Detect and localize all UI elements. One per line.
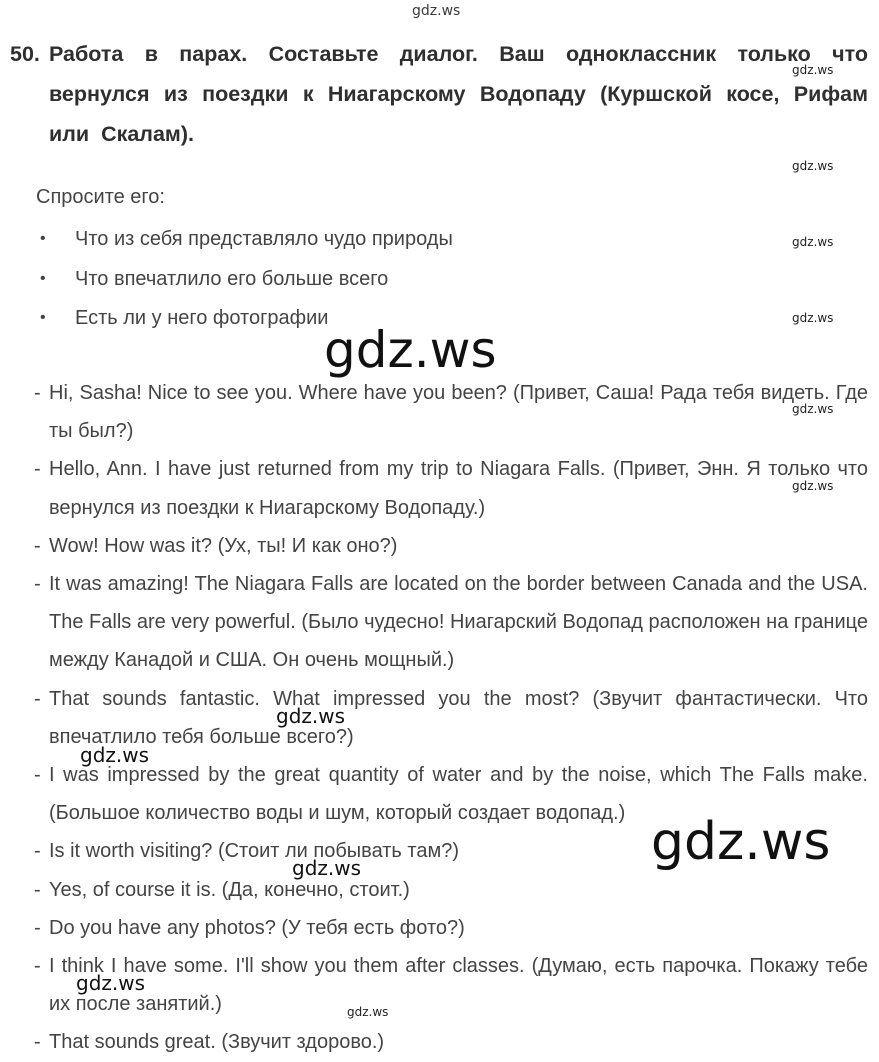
watermark-medium: gdz.ws <box>292 856 362 880</box>
task-statement <box>10 34 868 154</box>
watermark-top: gdz.ws <box>412 3 461 19</box>
task-number: 50. <box>10 42 40 66</box>
bullet-icon: • <box>40 230 46 247</box>
watermark-small: gdz.ws <box>792 63 834 77</box>
bullet-icon: • <box>40 309 46 326</box>
dialog-text: Is it worth visiting? (Стоит ли побывать там?) <box>49 840 459 863</box>
dialog-line <box>34 680 868 756</box>
dash: - <box>34 573 41 596</box>
list-item <box>40 222 453 262</box>
dialog-text: Yes, of course it is. (Да, конечно, стоит.) <box>49 878 410 901</box>
dash: - <box>34 1031 41 1054</box>
dash: - <box>34 916 41 939</box>
dash: - <box>34 687 41 710</box>
bullet-icon: • <box>40 269 46 287</box>
dialog-text: I think I have some. I'll show you them after classes. (Думаю, есть парочка. Покажу тебе их после занятий.) <box>49 955 868 1016</box>
task-text: Работа в парах. Составьте диалог. Ваш одноклассник только что вернулся из поездки к Ниагарскому Водопаду (Куршской косе, Рифам или Скалам). <box>49 42 868 146</box>
watermark-small: gdz.ws <box>792 159 834 173</box>
dialog-text: Hello, Ann. I have just returned from my trip to Niagara Falls. (Привет, Энн. Я только что вернулся из поездки к Ниагарскому Водопаду.) <box>49 458 868 519</box>
dialog-text: It was amazing! The Niagara Falls are located on the border between Canada and the USA. The Falls are very powerful. (Было чудесно! Ниагарский Водопад расположен на границе между Канадой и США. Он очень мощный.) <box>49 573 868 672</box>
dialog-line <box>34 909 868 947</box>
list-item <box>40 262 453 302</box>
dialog-line <box>34 1023 868 1061</box>
dash: - <box>34 534 41 557</box>
dialog-text: That sounds fantastic. What impressed you the most? (Звучит фантастически. Что впечатлило тебя больше всего?) <box>49 687 868 748</box>
watermark-small: gdz.ws <box>347 1005 389 1019</box>
dash: - <box>34 458 41 481</box>
dialog-line <box>34 450 868 526</box>
dialog-line <box>34 527 868 565</box>
watermark-small: gdz.ws <box>792 402 834 416</box>
dialog-line <box>34 947 868 1023</box>
dialog-text: Wow! How was it? (Ух, ты! И как оно?) <box>49 534 398 557</box>
dash: - <box>34 840 41 863</box>
dialog-text: Hi, Sasha! Nice to see you. Where have you been? (Привет, Саша! Рада тебя видеть. Где ты был?) <box>49 382 868 443</box>
watermark-large: gdz.ws <box>324 321 497 379</box>
dialog-line <box>34 871 868 909</box>
watermark-small: gdz.ws <box>792 311 834 325</box>
dash: - <box>34 382 41 404</box>
dash: - <box>34 878 41 901</box>
watermark-medium: gdz.ws <box>76 971 146 995</box>
bullet-text: Что впечатлило его больше всего <box>75 267 389 290</box>
dialog-line <box>34 565 868 680</box>
watermark-medium: gdz.ws <box>80 743 150 767</box>
dialog-text: That sounds great. (Звучит здорово.) <box>49 1031 385 1054</box>
watermark-medium: gdz.ws <box>276 704 346 728</box>
dialog <box>34 374 868 1062</box>
bullet-text: Есть ли у него фотографии <box>75 307 329 329</box>
watermark-large: gdz.ws <box>651 812 831 872</box>
dialog-text: I was impressed by the great quantity of water and by the noise, which The Falls make. (Большое количество воды и шум, который создает водопад.) <box>49 764 868 825</box>
watermark-small: gdz.ws <box>792 235 834 249</box>
dash: - <box>34 955 41 978</box>
dialog-text: Do you have any photos? (У тебя есть фото?) <box>49 916 465 939</box>
dialog-line <box>34 374 868 450</box>
ask-intro: Спросите его: <box>36 186 165 208</box>
bullet-text: Что из себя представляло чудо природы <box>75 228 453 250</box>
watermark-small: gdz.ws <box>792 479 834 493</box>
dash: - <box>34 764 41 787</box>
